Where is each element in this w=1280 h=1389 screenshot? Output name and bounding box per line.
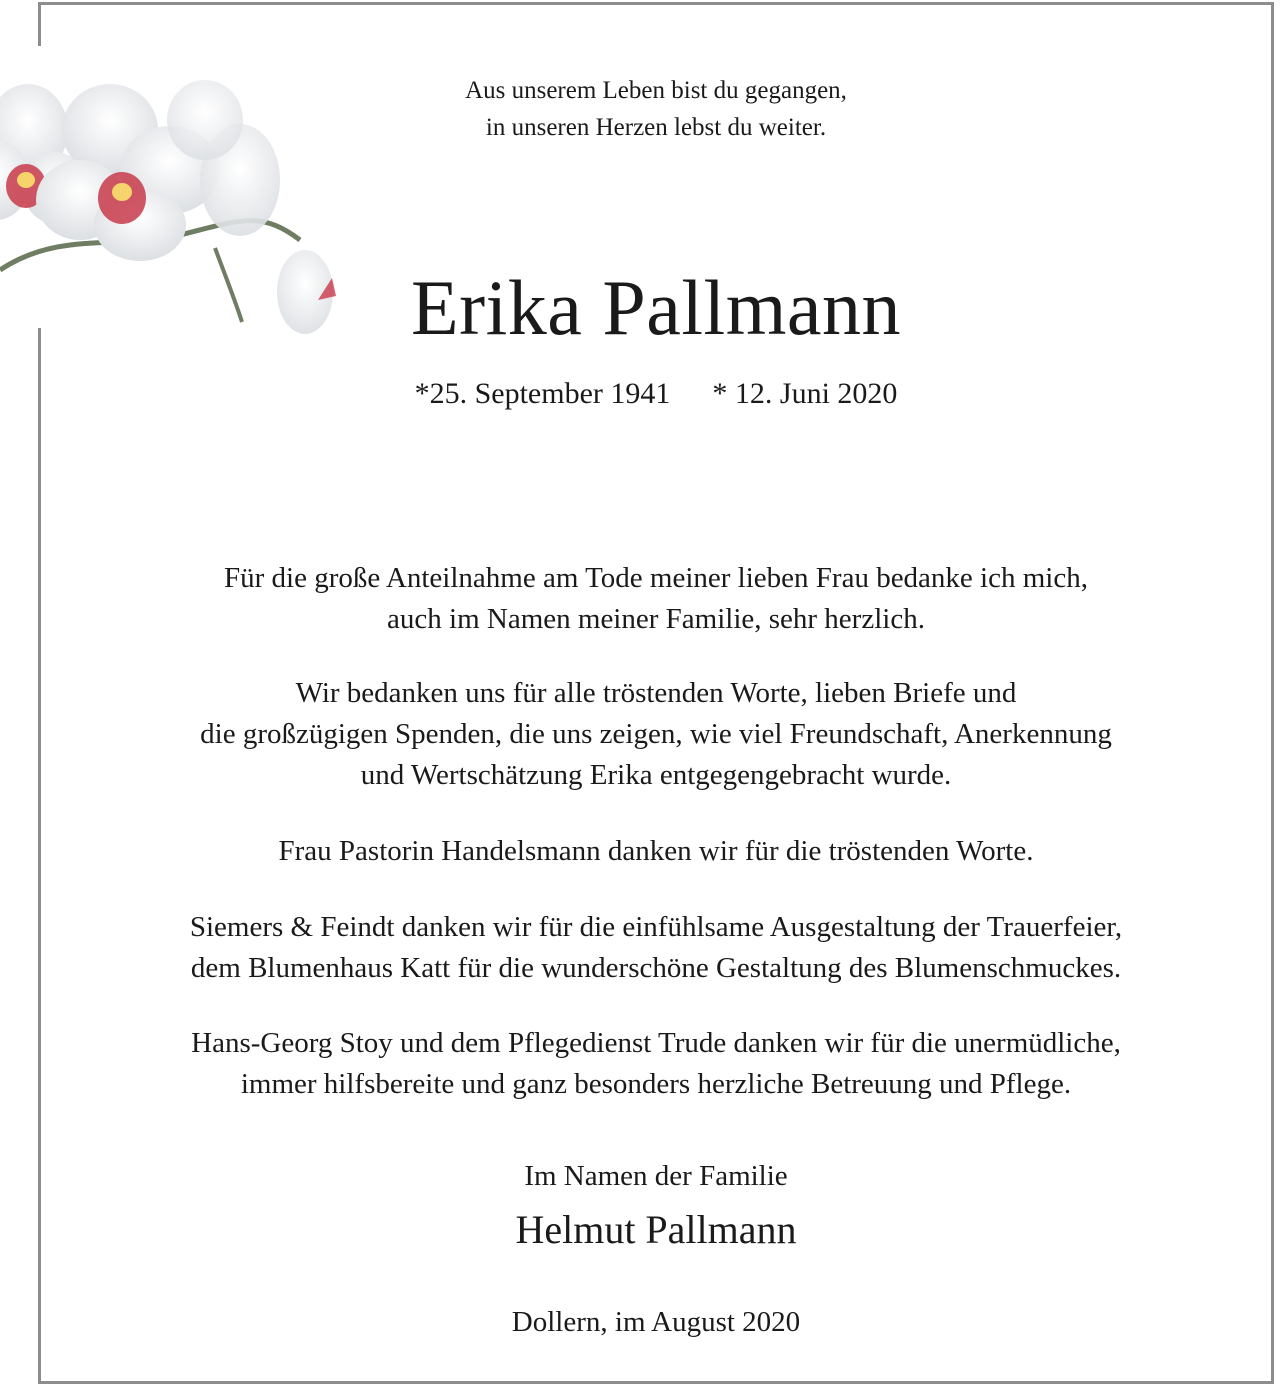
paragraph-line: Siemers & Feindt danken wir für die einfühlsame Ausgestaltung der Trauerfeier, (189, 911, 1123, 943)
deceased-name: Erika Pallmann (410, 264, 902, 351)
life-dates (38, 374, 1274, 414)
paragraph-line: Wir bedanken uns für alle tröstenden Worte, lieben Briefe und (295, 677, 1017, 709)
signature-closing: Im Namen der Familie (524, 1160, 788, 1192)
birth-date: *25. September 1941 (414, 377, 671, 410)
paragraph-line: Hans-Georg Stoy und dem Pflegedienst Trude danken wir für die unermüdliche, (191, 1027, 1121, 1059)
thanks-paragraph-3 (38, 831, 1274, 872)
thanks-paragraph-4 (38, 907, 1274, 989)
paragraph-line: dem Blumenhaus Katt für die wunderschöne Gestaltung des Blumenschmuckes. (190, 952, 1122, 984)
paragraph-line: und Wertschätzung Erika entgegengebracht wurde. (360, 759, 952, 791)
thanks-paragraph-1 (38, 558, 1274, 640)
paragraph-line: immer hilfsbereite und ganz besonders herzliche Betreuung und Pflege. (240, 1068, 1072, 1100)
thanks-paragraph-2 (38, 673, 1274, 796)
paragraph-line: Frau Pastorin Handelsmann danken wir für die tröstenden Worte. (278, 835, 1034, 867)
memorial-verse (38, 72, 1274, 146)
place-date: Dollern, im August 2020 (511, 1306, 801, 1338)
paragraph-line: auch im Namen meiner Familie, sehr herzlich. (387, 603, 925, 635)
signer-name: Helmut Pallmann (515, 1207, 797, 1252)
thanks-paragraph-5 (38, 1023, 1274, 1105)
paragraph-line: Für die große Anteilnahme am Tode meiner lieben Frau bedanke ich mich, (224, 562, 1088, 594)
verse-line: Aus unserem Leben bist du gegangen, (465, 77, 847, 104)
death-date: * 12. Juni 2020 (712, 377, 898, 410)
verse-line: in unseren Herzen lebst du weiter. (485, 114, 827, 141)
paragraph-line: die großzügigen Spenden, die uns zeigen, wie viel Freundschaft, Anerkennung (200, 718, 1112, 750)
